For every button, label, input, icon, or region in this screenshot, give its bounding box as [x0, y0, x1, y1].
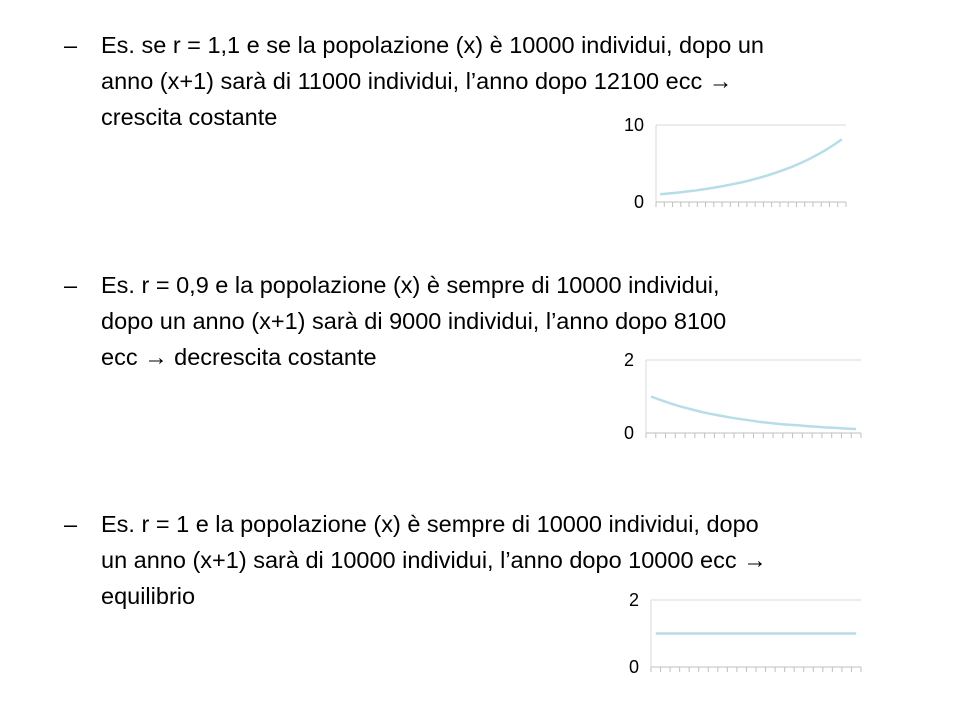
y-tick-label: 2 — [623, 350, 634, 370]
bullet-line: un anno (x+1) sarà di 10000 individui, l’anno dopo 10000 ecc → — [101, 547, 767, 573]
y-tick-label: 10 — [623, 115, 644, 135]
bullet-line: Es. r = 1 e la popolazione (x) è sempre di 10000 individui, dopo — [101, 511, 759, 537]
bullet-line: ecc → decrescita costante — [101, 344, 377, 370]
bullet-line: Es. r = 0,9 e la popolazione (x) è sempre di 10000 individui, — [101, 272, 720, 298]
bullet-line: equilibrio — [101, 583, 196, 609]
bullet-line: Es. se r = 1,1 e se la popolazione (x) è 10000 individui, dopo un — [101, 32, 765, 58]
chart-decrescita — [596, 345, 866, 450]
y-tick-label: 0 — [633, 192, 644, 212]
chart-crescita — [596, 110, 856, 215]
y-tick-label: 0 — [623, 423, 634, 443]
y-tick-label: 0 — [628, 657, 639, 677]
series-line — [651, 397, 856, 430]
bullet-line: crescita costante — [101, 104, 278, 130]
bullet-dash: – — [64, 272, 78, 298]
y-tick-label: 2 — [628, 590, 639, 610]
series-line — [660, 139, 842, 194]
bullet-line: dopo un anno (x+1) sarà di 9000 individui, l’anno dopo 8100 — [101, 308, 727, 334]
chart-equilibrio — [596, 585, 866, 685]
bullet-dash: – — [64, 511, 78, 537]
bullet-dash: – — [64, 32, 78, 58]
bullet-line: anno (x+1) sarà di 11000 individui, l’anno dopo 12100 ecc → — [101, 68, 733, 94]
